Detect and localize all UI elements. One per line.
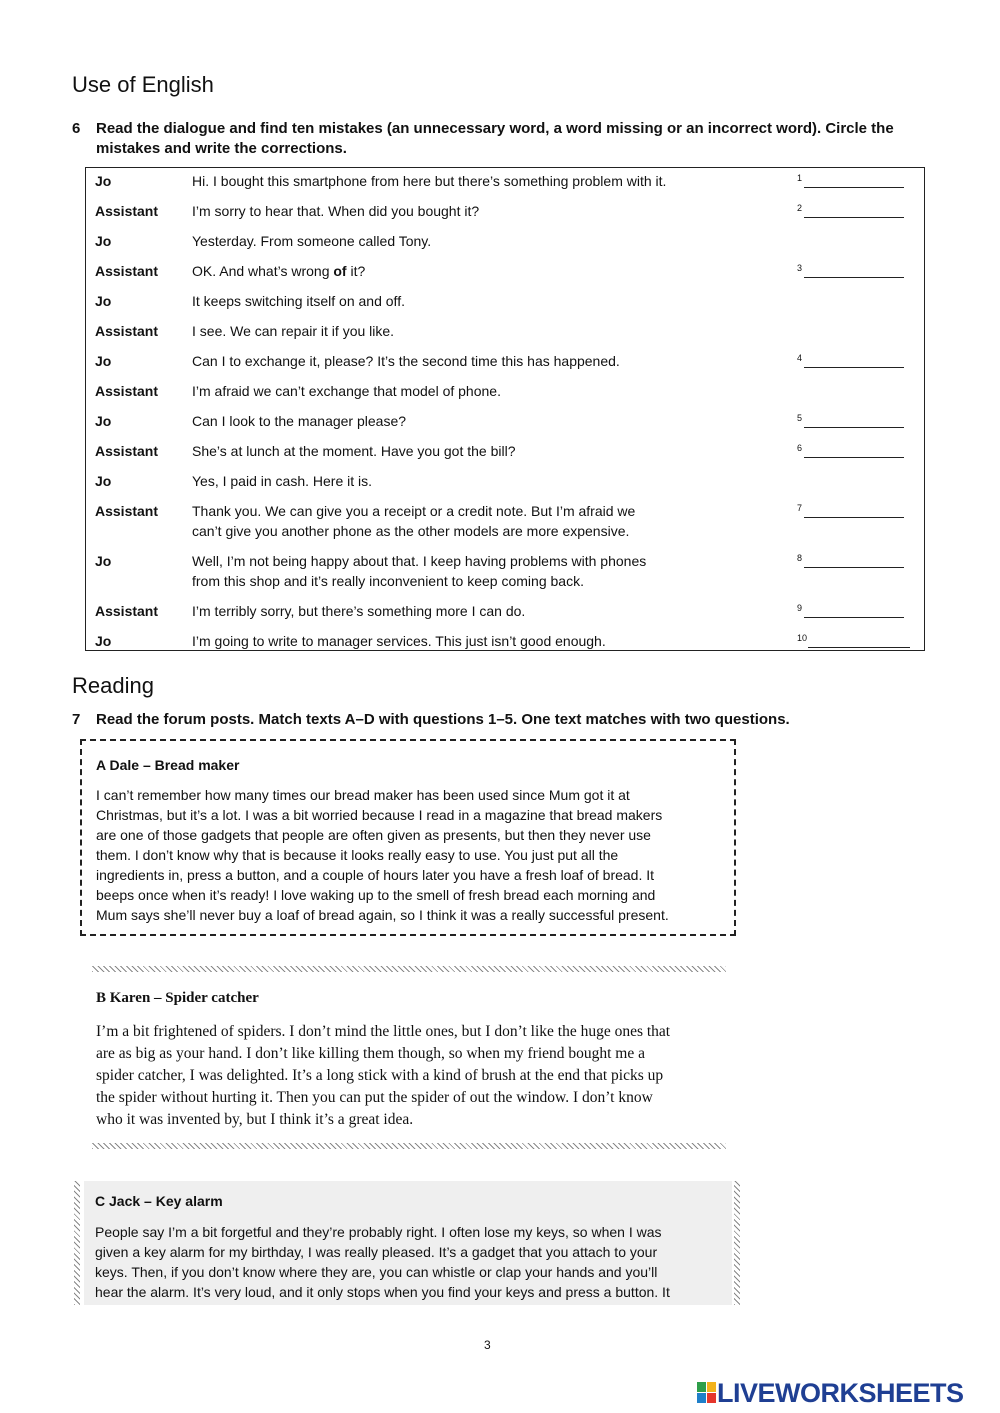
text-c-title: C Jack – Key alarm [95, 1193, 223, 1209]
answer-number: 4 [797, 353, 803, 363]
dialogue-speaker: Assistant [95, 603, 159, 619]
dialogue-speaker: Assistant [95, 203, 159, 219]
dialogue-speaker: Jo [95, 173, 112, 189]
text-a-title: A Dale – Bread maker [96, 757, 240, 773]
dialogue-line: Can I to exchange it, please? It’s the second time this has happened. [192, 353, 620, 369]
task-6-instruction [72, 119, 952, 161]
dialogue-speaker: Jo [95, 293, 112, 309]
answer-number: 9 [797, 603, 803, 613]
dialogue-speaker: Assistant [95, 443, 159, 459]
dialogue-speaker: Jo [95, 473, 112, 489]
text-line: given a key alarm for my birthday, I was really pleased. It’s a gadget that you attach to your [95, 1244, 658, 1260]
dialogue-line-part: OK. And what’s wrong [192, 263, 334, 279]
text-line: beeps once when it’s ready! I love waking up to the smell of fresh bread each morning and [96, 887, 656, 903]
answer-blank[interactable] [804, 457, 904, 458]
dialogue-line: She’s at lunch at the moment. Have you got the bill? [192, 443, 516, 459]
logo-mark-icon [697, 1382, 717, 1404]
dialogue-line-part: it? [346, 263, 366, 279]
dialogue-table [85, 167, 925, 651]
zigzag-border-bottom [92, 1143, 726, 1149]
text-line: ingredients in, press a button, and a couple of hours later you have a fresh loaf of bread. It [96, 867, 655, 883]
answer-blank[interactable] [804, 567, 904, 568]
task-instruction-text: Read the forum posts. Match texts A–D with questions 1–5. One text matches with two questions. [96, 711, 790, 728]
dialogue-line: I’m going to write to manager services. This just isn’t good enough. [192, 633, 606, 649]
answer-blank[interactable] [804, 617, 904, 618]
dialogue-line: Yes, I paid in cash. Here it is. [192, 473, 373, 489]
logo-text: LIVEWORKSHEETS [717, 1378, 964, 1408]
dialogue-speaker: Jo [95, 413, 112, 429]
text-b-title: B Karen – Spider catcher [96, 990, 259, 1006]
answer-blank[interactable] [808, 647, 910, 648]
answer-blank[interactable] [804, 187, 904, 188]
text-line: are as big as your hand. I don’t like killing them though, so when my friend bought me a [96, 1045, 646, 1062]
text-line: Mum says she’ll never buy a loaf of bread again, so I think it was a really successful present. [96, 907, 669, 923]
answer-number: 5 [797, 413, 803, 423]
text-line: who it was invented by, but I think it’s a great idea. [96, 1111, 414, 1128]
answer-number: 3 [797, 263, 803, 273]
answer-number: 8 [797, 553, 803, 563]
answer-blank[interactable] [804, 277, 904, 278]
task-instruction-text: Read the dialogue and find ten mistakes (an unnecessary word, a word missing or an incorrect word). Circle the mistakes and write the corrections. [96, 120, 894, 157]
text-line: them. I don’t know why that is because it looks really easy to use. You just put all the [96, 847, 619, 863]
section-title-reading: Reading [72, 673, 154, 698]
dialogue-speaker: Jo [95, 353, 112, 369]
answer-blank[interactable] [804, 517, 904, 518]
task-7-instruction [72, 710, 952, 732]
answer-number: 7 [797, 503, 803, 513]
text-line: Christmas, but it’s a lot. I was a bit worried because I read in a magazine that bread makers [96, 807, 663, 823]
text-line: are one of those gadgets that people are often given as presents, but then they never use [96, 827, 651, 843]
answer-number: 6 [797, 443, 803, 453]
text-a-box [80, 739, 736, 936]
dialogue-line: Yesterday. From someone called Tony. [192, 233, 432, 249]
dialogue-line: I see. We can repair it if you like. [192, 323, 395, 339]
answer-blank[interactable] [804, 217, 904, 218]
zigzag-border-left [74, 1181, 80, 1305]
zigzag-border-top [92, 966, 726, 972]
text-line: keys. Then, if you don’t know where they are, you can whistle or clap your hands and you’ll [95, 1264, 658, 1280]
dialogue-speaker: Assistant [95, 503, 159, 519]
dialogue-line: Well, I’m not being happy about that. I keep having problems with phones from this shop and it’s really inconvenient to keep coming back. [192, 553, 647, 589]
text-line: the spider without hurting it. Then you can put the spider of out the window. I don’t know [96, 1089, 653, 1106]
dialogue-line-part: of [333, 263, 347, 279]
text-line: hear the alarm. It’s very loud, and it only stops when you find your keys and press a button. It [95, 1284, 670, 1300]
dialogue-line: I’m sorry to hear that. When did you bought it? [192, 203, 480, 219]
task-number: 7 [72, 711, 81, 728]
dialogue-line: I’m terribly sorry, but there’s something more I can do. [192, 603, 526, 619]
zigzag-border-right [734, 1181, 740, 1305]
dialogue-speaker: Jo [95, 633, 112, 649]
answer-blank[interactable] [804, 427, 904, 428]
dialogue-speaker: Jo [95, 553, 112, 569]
dialogue-speaker: Jo [95, 233, 112, 249]
text-c-body [95, 1222, 729, 1304]
dialogue-line: I’m afraid we can’t exchange that model of phone. [192, 383, 501, 399]
text-b-body [96, 1021, 736, 1131]
answer-blank[interactable] [804, 367, 904, 368]
dialogue-line: Can I look to the manager please? [192, 413, 407, 429]
dialogue-speaker: Assistant [95, 383, 159, 399]
dialogue-speaker: Assistant [95, 323, 159, 339]
text-a-body [96, 785, 726, 925]
text-line: spider catcher, I was delighted. It’s a long stick with a kind of brush at the end that picks up [96, 1067, 664, 1084]
dialogue-line: Thank you. We can give you a receipt or a credit note. But I’m afraid we can’t give you another phone as the other models are more expensive. [192, 503, 636, 539]
section-title-use-of-english: Use of English [72, 72, 214, 97]
answer-number: 10 [797, 633, 808, 643]
answer-number: 2 [797, 203, 803, 213]
answer-number: 1 [797, 173, 803, 183]
text-line: People say I’m a bit forgetful and they’re probably right. I often lose my keys, so when I was [95, 1224, 662, 1240]
task-number: 6 [72, 120, 81, 137]
dialogue-line: Hi. I bought this smartphone from here but there’s something problem with it. [192, 173, 667, 189]
dialogue-line: It keeps switching itself on and off. [192, 293, 405, 309]
text-line: I’m a bit frightened of spiders. I don’t mind the little ones, but I don’t like the huge ones that [96, 1023, 671, 1040]
text-line: I can’t remember how many times our bread maker has been used since Mum got it at [96, 787, 630, 803]
text-c-box [84, 1181, 732, 1305]
dialogue-speaker: Assistant [95, 263, 159, 279]
dialogue-line [192, 261, 752, 281]
page-number: 3 [484, 1338, 491, 1352]
